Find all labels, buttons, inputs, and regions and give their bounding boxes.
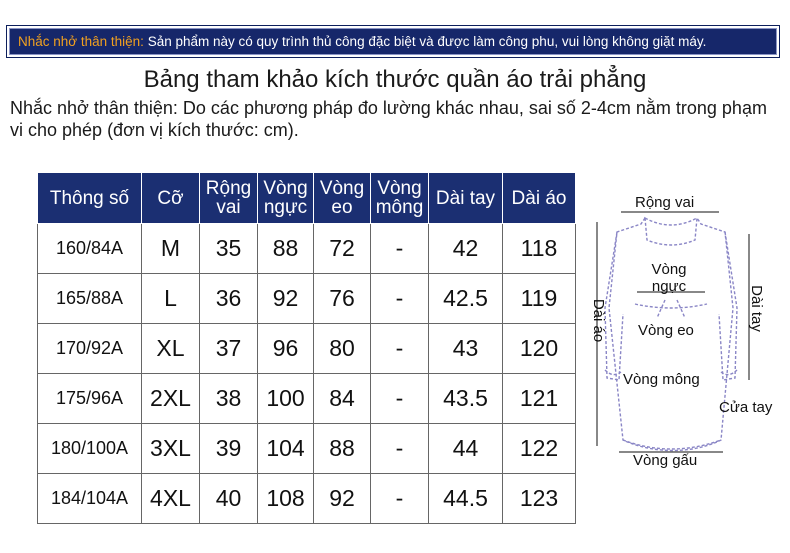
label-chest: Vòng ngực [651,261,687,295]
cell-chest: 92 [258,274,314,324]
cell-waist: 88 [314,424,371,474]
cell-length: 122 [503,424,576,474]
cell-waist: 84 [314,374,371,424]
cell-shoulder: 35 [200,224,258,274]
cell-chest: 104 [258,424,314,474]
label-cuff: Cửa tay [719,399,773,416]
table-row [38,224,576,274]
notice-banner [6,25,780,58]
cell-length: 118 [503,224,576,274]
cell-size: M [142,224,200,274]
label-sleeve: Dài tay [747,285,765,332]
header-chest: Vòng ngực [258,173,314,224]
label-shoulder: Rộng vai [635,194,695,211]
header-waist: Vòng eo [314,173,371,224]
table-row [38,274,576,324]
cell-spec: 165/88A [38,274,142,324]
garment-diagram [583,188,783,478]
cell-spec: 160/84A [38,224,142,274]
cell-length: 121 [503,374,576,424]
cell-shoulder: 40 [200,474,258,524]
cell-length: 123 [503,474,576,524]
cell-sleeve: 44 [429,424,503,474]
page-title: Bảng tham khảo kích thước quần áo trải phẳng [143,66,647,93]
cell-chest: 88 [258,224,314,274]
cell-spec: 170/92A [38,324,142,374]
cell-hip: - [371,374,429,424]
header-size: Cỡ [142,173,200,224]
cell-sleeve: 43 [429,324,503,374]
table-row [38,424,576,474]
cell-hip: - [371,324,429,374]
size-table [37,172,576,524]
header-length: Dài áo [503,173,576,224]
size-table-header [38,173,576,224]
cell-chest: 108 [258,474,314,524]
cell-size: XL [142,324,200,374]
cell-length: 119 [503,274,576,324]
cell-waist: 80 [314,324,371,374]
cell-chest: 96 [258,324,314,374]
table-row [38,474,576,524]
cell-waist: 72 [314,224,371,274]
notice-text: Sản phẩm này có quy trình thủ công đặc biệt và được làm công phu, vui lòng không giặt máy. [143,34,707,49]
cell-hip: - [371,424,429,474]
cell-size: 4XL [142,474,200,524]
cell-hip: - [371,274,429,324]
measurement-note: Nhắc nhở thân thiện: Do các phương pháp đo lường khác nhau, sai số 2-4cm nằm trong phạm vi cho phép (đơn vị kích thước: cm). [10,98,767,140]
cell-chest: 100 [258,374,314,424]
cell-sleeve: 42.5 [429,274,503,324]
cell-shoulder: 37 [200,324,258,374]
header-hip: Vòng mông [371,173,429,224]
label-waist: Vòng eo [638,322,694,339]
label-hip: Vòng mông [623,371,700,388]
cell-size: 3XL [142,424,200,474]
cell-sleeve: 42 [429,224,503,274]
cell-spec: 184/104A [38,474,142,524]
cell-sleeve: 44.5 [429,474,503,524]
cell-shoulder: 39 [200,424,258,474]
cell-waist: 92 [314,474,371,524]
cell-waist: 76 [314,274,371,324]
table-row [38,324,576,374]
header-spec: Thông số [38,173,142,224]
cell-length: 120 [503,324,576,374]
label-hem: Vòng gấu [633,452,698,469]
cell-shoulder: 38 [200,374,258,424]
table-row [38,374,576,424]
notice-label: Nhắc nhở thân thiện: [18,34,144,49]
cell-size: L [142,274,200,324]
cell-spec: 175/96A [38,374,142,424]
label-length: Dài áo [590,298,608,343]
notice-banner-inner [9,28,777,55]
header-shoulder: Rộng vai [200,173,258,224]
cell-shoulder: 36 [200,274,258,324]
header-sleeve: Dài tay [429,173,503,224]
cell-spec: 180/100A [38,424,142,474]
cell-hip: - [371,224,429,274]
cell-size: 2XL [142,374,200,424]
cell-sleeve: 43.5 [429,374,503,424]
cell-hip: - [371,474,429,524]
